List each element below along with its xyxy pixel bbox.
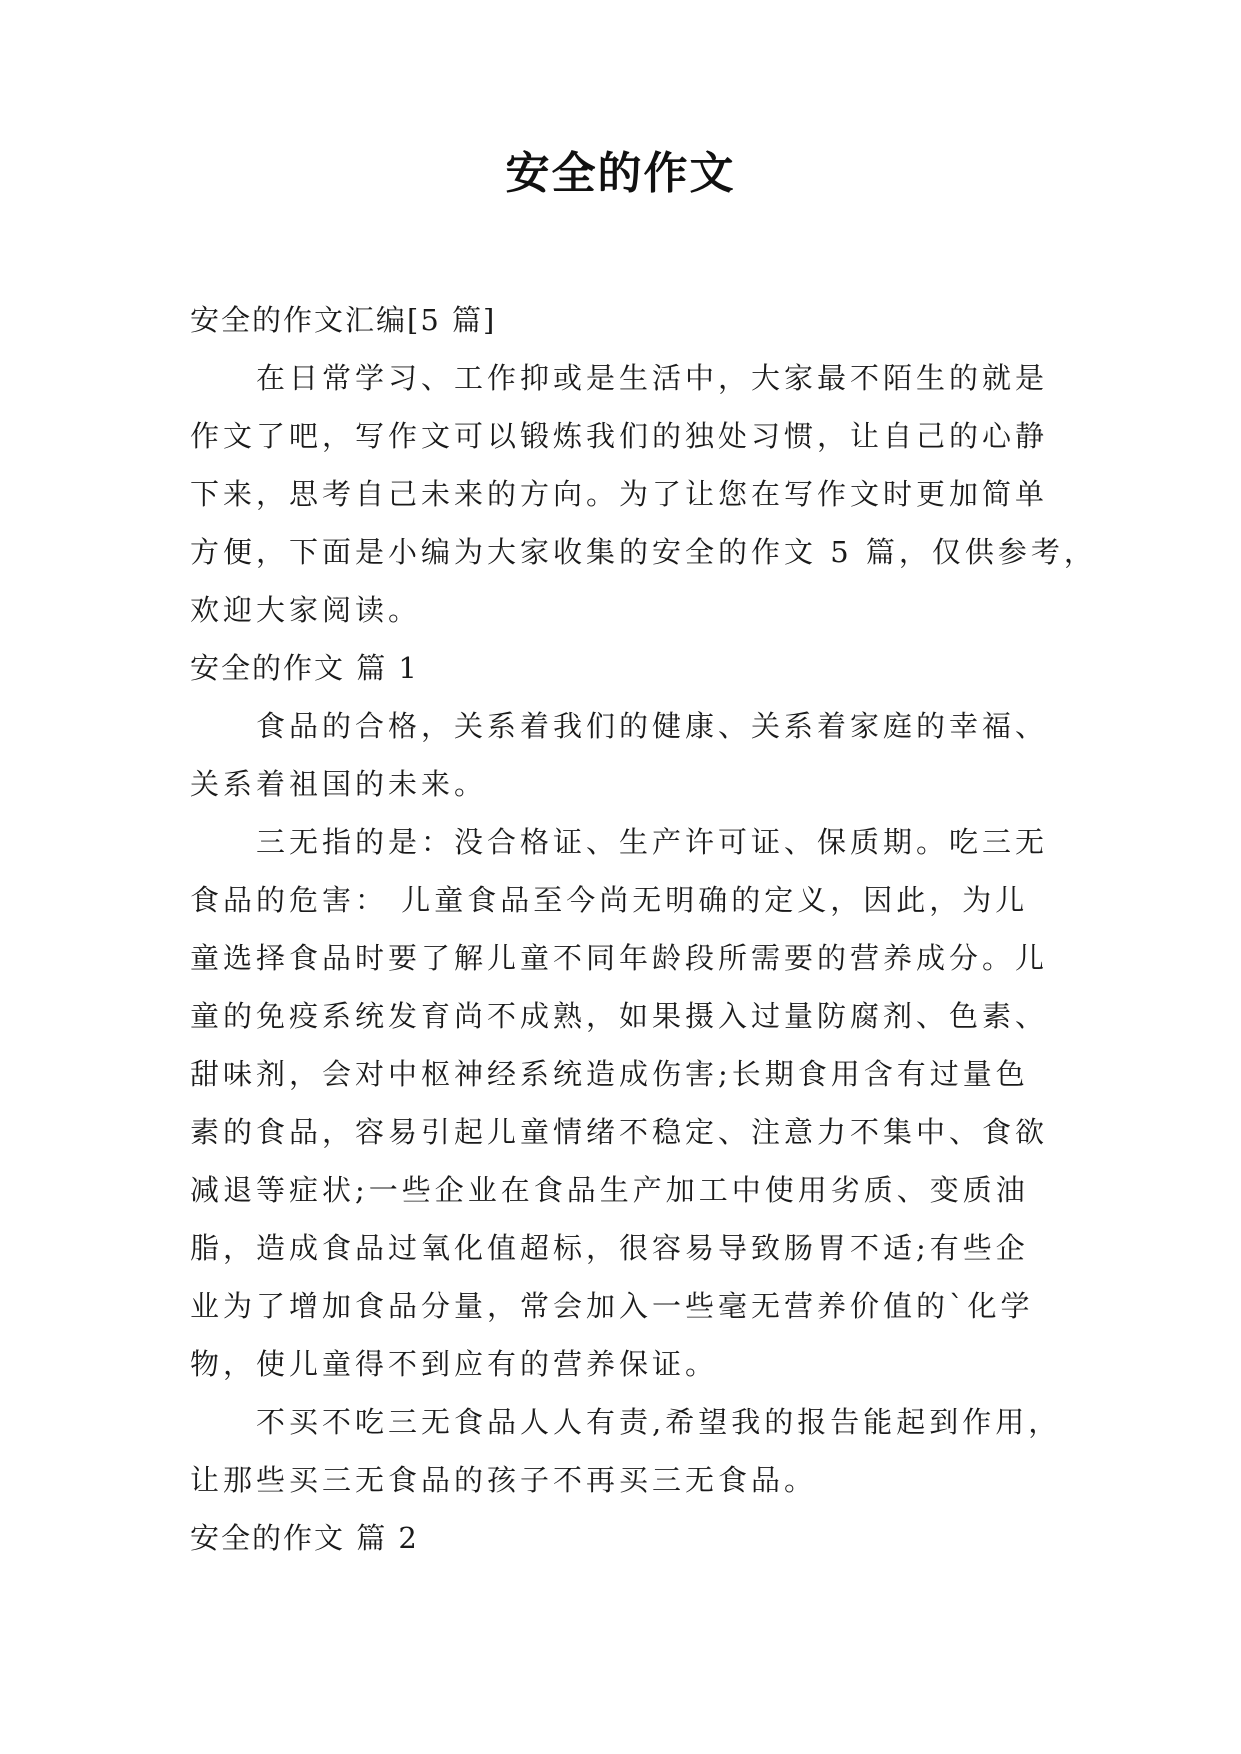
essay-1-paragraph-line: 不买不吃三无食品人人有责,希望我的报告能起到作用， [256,1405,1062,1439]
essay-1-heading: 安全的作文 篇 1 [190,651,419,685]
intro-paragraph-line: 作文了吧，写作文可以锻炼我们的独处习惯，让自己的心静 [190,419,1049,453]
intro-paragraph-line: 在日常学习、工作抑或是生活中，大家最不陌生的就是 [256,361,1049,395]
document-body [190,291,1097,1567]
essay-1-paragraph-line: 童选择食品时要了解儿童不同年龄段所需要的营养成分。儿 [190,941,1049,975]
collection-heading: 安全的作文汇编[5 篇] [190,303,497,337]
essay-1-paragraph-line: 三无指的是：没合格证、生产许可证、保质期。吃三无 [256,825,1049,859]
essay-1-paragraph-line: 食品的危害： 儿童食品至今尚无明确的定义，因此，为儿 [190,883,1029,917]
essay-1-paragraph-line: 食品的合格，关系着我们的健康、关系着家庭的幸福、 [256,709,1049,743]
essay-1-paragraph-line: 业为了增加食品分量，常会加入一些毫无营养价值的`化学 [190,1289,1034,1323]
document-title: 安全的作文 [505,148,736,199]
essay-1-paragraph-line: 甜味剂，会对中枢神经系统造成伤害;长期食用含有过量色 [190,1057,1029,1091]
intro-paragraph-line: 欢迎大家阅读。 [190,593,422,627]
essay-1-paragraph-line: 减退等症状;一些企业在食品生产加工中使用劣质、变质油 [190,1173,1029,1207]
essay-1-paragraph-line: 童的免疫系统发育尚不成熟，如果摄入过量防腐剂、色素、 [190,999,1049,1033]
intro-paragraph-line: 下来，思考自己未来的方向。为了让您在写作文时更加简单 [190,477,1049,511]
essay-1-paragraph-line: 物，使儿童得不到应有的营养保证。 [190,1347,719,1381]
essay-1-paragraph-line: 脂，造成食品过氧化值超标，很容易导致肠胃不适;有些企 [190,1231,1029,1265]
essay-1-paragraph-line: 关系着祖国的未来。 [190,767,488,801]
intro-paragraph-line: 方便，下面是小编为大家收集的安全的作文 5 篇，仅供参考， [190,535,1097,569]
essay-1-paragraph-line: 让那些买三无食品的孩子不再买三无食品。 [190,1463,818,1497]
essay-1-paragraph-line: 素的食品，容易引起儿童情绪不稳定、注意力不集中、食欲 [190,1115,1049,1149]
essay-2-heading: 安全的作文 篇 2 [190,1521,419,1555]
